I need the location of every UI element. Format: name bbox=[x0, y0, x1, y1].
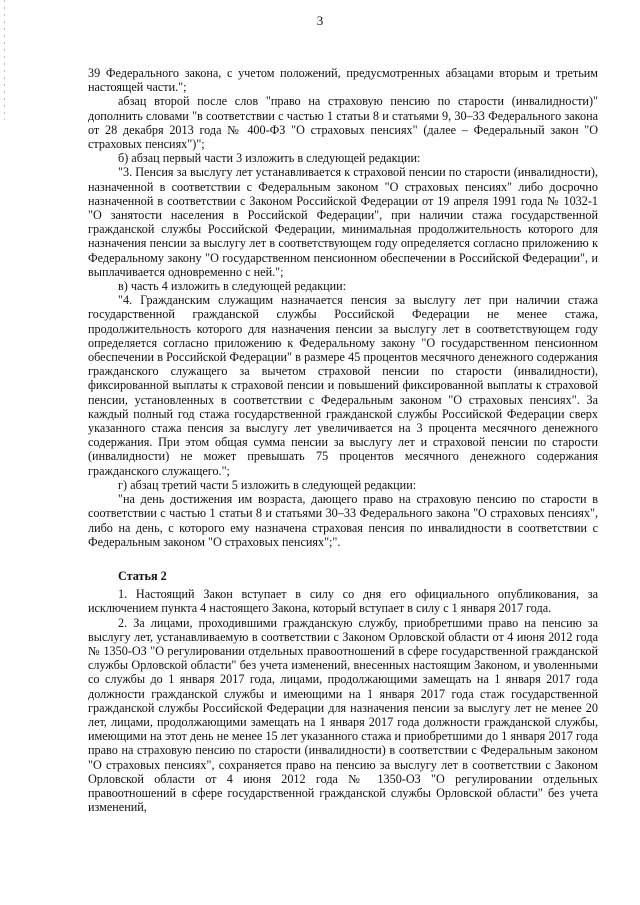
article-paragraph: 1. Настоящий Закон вступает в силу со дня его официального опубликования, за исключением пункта 4 настоящего Закона, который вступает в силу с 1 января 2017 года. bbox=[88, 587, 598, 616]
paragraph-continuation: 39 Федерального закона, с учетом положений, предусмотренных абзацами вторым и третьим настоящей части."; bbox=[88, 66, 598, 95]
paragraph: "на день достижения им возраста, дающего право на страховую пенсию по старости в соответствии с частью 1 статьи 8 и статьями 30–33 Федерального закона "О страховых пенсиях", либо на день, с которого ему назначена страховая пенсия по инвалидности в соответствии с Федеральным законом "О страховых пенсиях";". bbox=[88, 492, 598, 549]
paragraph: в) часть 4 изложить в следующей редакции: bbox=[118, 279, 347, 294]
paragraph: "4. Гражданским служащим назначается пенсия за выслугу лет при наличии стажа государственной гражданской службы Российской Федерации не менее стажа, продолжительность которого для назначения пенсии за выслугу лет в соответствующем году определяется согласно приложению к Федеральному закону "О государственном пенсионном обеспечении в Российской Федерации" в размере 45 процентов месячного денежного содержания гражданского служащего за вычетом страховой пенсии по старости (инвалидности), фиксированной выплаты к страховой пенсии и повышений фиксированной выплаты к страховой пенсии, установленных в соответствии с Федеральным законом "О страховых пенсиях". За каждый полный год стажа государственной гражданской службы Российской Федерации сверх указанного стажа пенсия за выслугу лет увеличивается на 3 процента месячного денежного содержания. При этом общая сумма пенсии за выслугу лет и страховой пенсии по старости (инвалидности) не может превышать 75 процентов месячного денежного содержания гражданского служащего."; bbox=[88, 293, 598, 478]
paragraph: г) абзац третий части 5 изложить в следующей редакции: bbox=[118, 477, 417, 492]
paragraph: абзац второй после слов "право на страховую пенсию по старости (инвалидности)" дополнить словами "в соответствии с частью 1 статьи 8 и статьями 9, 30–33 Федерального закона от 28 декабря 2013 года № 400-ФЗ "О страховых пенсиях" (далее – Федеральный закон "О страховых пенсиях")"; bbox=[88, 94, 598, 152]
page-number: 3 bbox=[316, 13, 324, 28]
document-body bbox=[88, 66, 598, 814]
paragraph: "3. Пенсия за выслугу лет устанавливается к страховой пенсии по старости (инвалидности), назначенной в соответствии с Федеральным законом "О страховых пенсиях" либо досрочно назначенной в соответствии с Законом Российской Федерации от 19 апреля 1991 года № 1032-1 "О занятости населения в Российской Федерации", при наличии стажа государственной гражданской службы Российской Федерации, минимальная продолжительность которого для назначения пенсии за выслугу лет в соответствующем году определяется согласно приложению к Федеральному закону "О государственном пенсионном обеспечении в Российской Федерации", и выплачивается одновременно с ней."; bbox=[88, 165, 598, 279]
paragraph: б) абзац первый части 3 изложить в следующей редакции: bbox=[118, 151, 421, 166]
article-heading: Статья 2 bbox=[118, 568, 167, 583]
article-paragraph: 2. За лицами, проходившими гражданскую службу, приобретшими право на пенсию за выслугу лет, устанавливаемую в соответствии с Законом Орловской области от 4 июня 2012 года № 1350-ОЗ "О регулировании отдельных правоотношений в сфере государственной гражданской службы Орловской области" без учета изменений, внесенных настоящим Законом, и уволенными со службы до 1 января 2017 года, лицами, продолжающими замещать на 1 января 2017 года должности гражданской службы и имеющими на 1 января 2017 года стаж государственной гражданской службы Российской Федерации для назначения пенсии за выслугу лет не менее 20 лет, лицами, продолжающими замещать на 1 января 2017 года должности гражданской службы, имеющими на этот день не менее 15 лет указанного стажа и приобретшими до 1 января 2017 года право на страховую пенсию по старости (инвалидности) в соответствии с Федеральным законом "О страховых пенсиях", сохраняется право на пенсию за выслугу лет в соответствии с Законом Орловской области от 4 июня 2012 года № 1350-ОЗ "О регулировании отдельных правоотношений в сфере государственной гражданской службы Орловской области" без учета изменений, bbox=[88, 615, 598, 815]
